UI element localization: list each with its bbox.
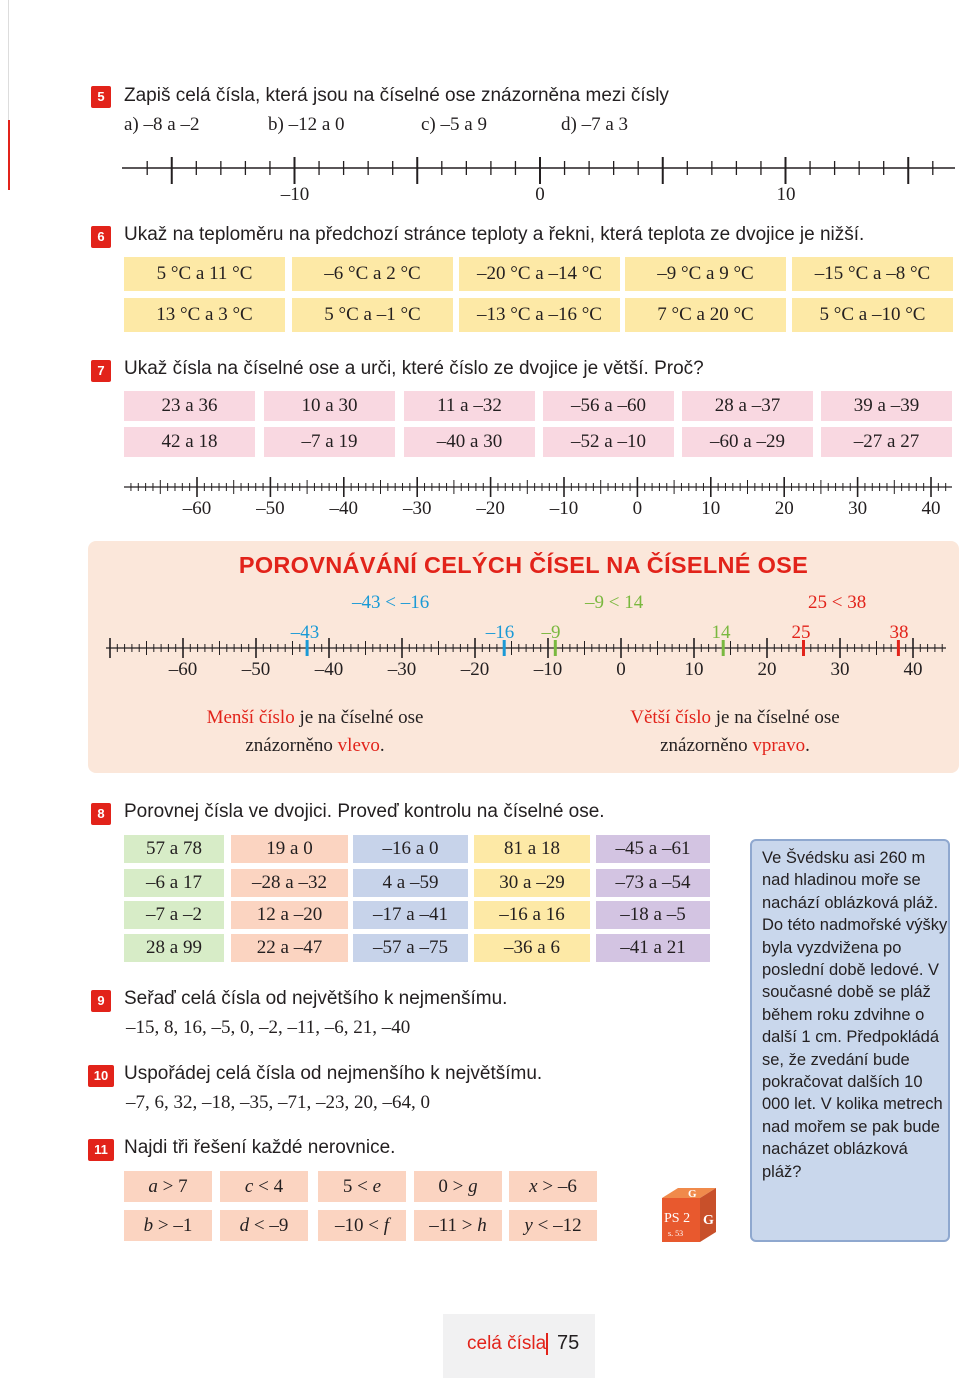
exercise-question: Ukaž na teploměru na předchozí stránce teploty a řekni, která teplota ze dvojice je nižší. [124,224,865,245]
inequality [220,1171,308,1202]
workbook-reference-icon [656,1186,720,1250]
tip-left-e: . [379,735,385,756]
inequality-part: > –6 [537,1176,577,1197]
footer-section: celá čísla [467,1333,547,1354]
variable: x [529,1176,538,1197]
comparison-pair: 30 a –29 [474,869,590,897]
comparison-pair: –28 a –32 [231,869,348,897]
comparison-pair: –6 a 17 [124,869,224,897]
axis-label: 10 [701,498,721,519]
inequality-part: –11 > [429,1215,478,1236]
inequality-part: > 7 [157,1176,188,1197]
inequality [318,1171,406,1202]
fact-box [750,839,950,1242]
comparison-pair: –18 a –5 [596,901,710,929]
tip-left-a: Menší číslo [206,707,295,728]
marker-label: 38 [889,622,909,643]
axis-label: –20 [460,659,490,680]
variable: a [148,1176,158,1197]
exercise-number: 5 [91,86,111,108]
tip-left [150,704,480,760]
number-pair: –27 a 27 [821,427,952,457]
number-pair: –60 a –29 [682,427,813,457]
number-pair: –40 a 30 [404,427,535,457]
axis-label: –10 [533,659,563,680]
number-pair: 23 a 36 [124,391,255,421]
tip-right-d: vpravo [752,735,806,756]
item-c: c) –5 a 9 [421,114,487,135]
tip-right-a: Větší číslo [630,707,711,728]
comparison-2: –9 < 14 [585,592,644,613]
comparison-pair: –73 a –54 [596,869,710,897]
variable: e [372,1176,382,1197]
exercise-question: Uspořádej celá čísla od nejmenšího k největšímu. [124,1063,543,1084]
item-b: b) –12 a 0 [268,114,345,135]
comparison-pair: 19 a 0 [231,835,348,863]
temperature-pair: 7 °C a 20 °C [625,298,786,332]
comparison-pair: 28 a 99 [124,934,224,962]
temperature-pair: 13 °C a 3 °C [124,298,285,332]
inequality-part: < –9 [249,1215,289,1236]
axis-label: 30 [830,659,850,680]
axis-label: –10 [549,498,579,519]
axis-label: 40 [921,498,941,519]
inequality [318,1210,406,1241]
axis-label: –50 [241,659,271,680]
item-d: d) –7 a 3 [561,114,629,135]
comparison-pair: –17 a –41 [353,901,468,929]
ps-letter: G [703,1213,714,1228]
comparison-pair: 81 a 18 [474,835,590,863]
number-pair: 28 a –37 [682,391,813,421]
inequality-part: > –1 [153,1215,193,1236]
exercise-question: Zapiš celá čísla, která jsou na číselné ose znázorněna mezi čísly [124,85,669,106]
exercise-question: Ukaž čísla na číselné ose a urči, které číslo ze dvojice je větší. Proč? [124,358,704,379]
temperature-pair: –6 °C a 2 °C [292,257,453,291]
tip-left-c: znázorněno [245,735,338,756]
axis-label: 20 [757,659,777,680]
variable: y [524,1215,533,1236]
axis-label: 30 [848,498,868,519]
variable: f [383,1215,389,1236]
axis-label: –60 [182,498,212,519]
axis-label: 20 [774,498,794,519]
exercise-number: 8 [91,803,111,825]
axis-label: –20 [476,498,505,519]
values-list: –7, 6, 32, –18, –35, –71, –23, 20, –64, 0 [126,1092,430,1113]
tip-right-b: je na číselné ose [711,707,840,728]
axis-label: –30 [387,659,417,680]
number-pair: 39 a –39 [821,391,952,421]
axis-label: 0 [616,659,626,680]
inequality-part: 0 > [438,1176,469,1197]
number-line-1 [0,150,960,212]
inequality [509,1210,597,1241]
exercise-number: 7 [91,360,111,382]
number-line-3 [88,616,959,686]
exercise-number: 9 [91,990,111,1012]
number-pair: 10 a 30 [264,391,395,421]
variable: d [239,1215,250,1236]
exercise-number: 10 [88,1065,114,1087]
temperature-pair: –9 °C a 9 °C [625,257,786,291]
number-pair: –56 a –60 [543,391,674,421]
axis-label: 0 [632,498,643,519]
temperature-pair: 5 °C a –10 °C [792,298,953,332]
variable: h [477,1215,487,1236]
number-pair: –52 a –10 [543,427,674,457]
temperature-pair: –15 °C a –8 °C [792,257,953,291]
box-title: POROVNÁVÁNÍ CELÝCH ČÍSEL NA ČÍSELNÉ OSE [238,552,809,578]
comparison-pair: –16 a 16 [474,901,590,929]
marker-label: –43 [290,622,320,643]
exercise-question: Porovnej čísla ve dvojici. Proveď kontrolu na číselné ose. [124,801,605,822]
marker-label: 14 [711,622,731,643]
page-number: 75 [557,1332,580,1354]
comparison-pair: –41 a 21 [596,934,710,962]
inequality [220,1210,308,1241]
marker-label: –9 [541,622,561,643]
temperature-pair: 5 °C a –1 °C [292,298,453,332]
tip-right [570,704,900,760]
comparison-1: –43 < –16 [352,592,430,613]
number-pair: –7 a 19 [264,427,395,457]
inequality [509,1171,597,1202]
comparison-pair: –16 a 0 [353,835,468,863]
axis-label: –60 [168,659,198,680]
inequality [124,1210,212,1241]
temperature-pair: 5 °C a 11 °C [124,257,285,291]
exercise-question: Najdi tři řešení každé nerovnice. [124,1137,396,1158]
tip-right-e: . [805,735,810,756]
comparison-pair: –7 a –2 [124,901,224,929]
inequality [414,1171,502,1202]
axis-label: –40 [329,498,359,519]
values-list: –15, 8, 16, –5, 0, –2, –11, –6, 21, –40 [126,1017,411,1038]
exercise-question: Seřaď celá čísla od největšího k nejmenšímu. [124,988,508,1009]
variable: b [143,1215,154,1236]
variable: g [468,1176,478,1197]
marker-label: –16 [485,622,515,643]
comparison-pair: 57 a 78 [124,835,224,863]
inequality [414,1210,502,1241]
axis-label: –40 [314,659,344,680]
comparison-pair: 22 a –47 [231,934,348,962]
comparison-pair: 4 a –59 [353,869,468,897]
ps-letter: G [688,1188,697,1200]
number-pair: 11 a –32 [404,391,535,421]
axis-label: –30 [402,498,432,519]
comparison-pair: 12 a –20 [231,901,348,929]
comparison-3: 25 < 38 [808,592,867,613]
inequality [124,1171,212,1202]
marker-label: 25 [791,622,811,643]
inequality-part: < 4 [253,1176,284,1197]
comparison-pair: –45 a –61 [596,835,710,863]
item-a: a) –8 a –2 [124,114,200,135]
ps-page: s. 53 [668,1229,684,1238]
axis-label: 10 [684,659,704,680]
comparison-pair: –36 a 6 [474,934,590,962]
exercise-number: 11 [88,1139,114,1161]
tip-left-d: vlevo [337,735,380,756]
number-line-2 [0,474,960,524]
temperature-pair: –13 °C a –16 °C [459,298,620,332]
fact-text: Ve Švédsku asi 260 m nad hladinou moře se nachází oblázková pláž. Do této nadmořské výšky byla vyzdvižena po poslední době ledové. V současné době se pláž během roku zdvihne o další 1 cm. Předpokládá se, že zvedání bude pokračovat dalších 10 000 let. V kolika metrech nad mořem se pak bude nacházet oblázková pláž? [762,849,948,1181]
inequality-part: –10 < [335,1215,384,1236]
comparison-pair: –57 a –75 [353,934,468,962]
axis-label: 40 [903,659,923,680]
axis-label: –50 [256,498,285,519]
ps-label: PS 2 [664,1211,691,1226]
variable: c [244,1176,254,1197]
footer-divider [546,1333,548,1355]
axis-label: –10 [280,184,310,205]
inequality-part: < –12 [532,1215,582,1236]
number-pair: 42 a 18 [124,427,255,457]
inequality-part: 5 < [342,1176,373,1197]
temperature-pair: –20 °C a –14 °C [459,257,620,291]
tip-left-b: je na číselné ose [294,707,424,728]
tip-right-c: znázorněno [660,735,753,756]
exercise-number: 6 [91,226,111,248]
axis-label: 10 [776,184,796,205]
axis-label: 0 [535,184,545,205]
